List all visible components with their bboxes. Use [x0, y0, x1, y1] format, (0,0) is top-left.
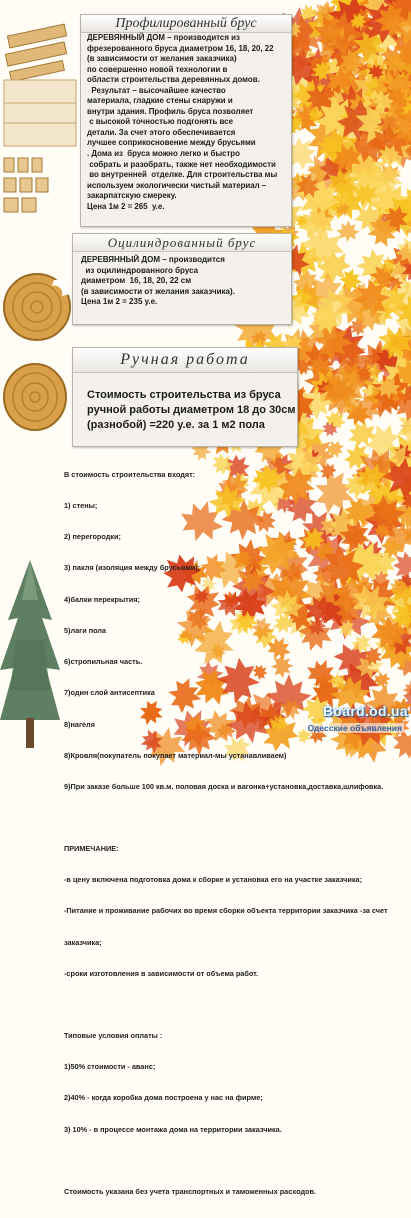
- includes-item: 5)лаги пола: [64, 625, 107, 635]
- watermark: [300, 703, 408, 747]
- watermark-subtitle: Одесские объявления: [307, 723, 402, 733]
- notes-item: -сроки изготовления в зависимости от объема работ.: [64, 968, 259, 978]
- cylindrical-beam-title: Оцилиндрованный брус: [73, 234, 291, 252]
- cylindrical-log-image: [2, 272, 72, 342]
- includes-item: 7)один слой антисептика: [64, 688, 155, 698]
- includes-heading: В стоимость строительства входят:: [64, 469, 196, 479]
- profiled-beam-panel: [80, 14, 292, 227]
- cylindrical-beam-text: ДЕРЕВЯННЫЙ ДОМ – производится из оцилиндрованного бруса диаметром 16, 18, 20, 22 см (в зависимости от желания заказчика). Цена 1м 2 = 235 у.е.: [81, 255, 235, 307]
- handmade-title: Ручная работа: [73, 348, 297, 373]
- handmade-panel: [72, 347, 298, 447]
- includes-item: 9)При заказе больше 100 кв.м. половая доска и вагонка+установка,доставка,шлифовка.: [64, 782, 384, 791]
- notes-item: заказчика;: [64, 937, 102, 947]
- includes-item: 3) пакля (изоляция между брусьями);: [64, 563, 201, 573]
- profiled-beam-text: ДЕРЕВЯННЫЙ ДОМ – производится из фрезерованного бруса диаметром 16, 18, 20, 22 (в зависимости от желания заказчика) по совершенно новой технологии в области строительства деревянных домов. Результат – высочайшее качество материала, гладкие стены снаружи и внутри здания. Профиль бруса позволяет с высокой точностью подгонять все детали. За счет этого обеспечивается лучшее соприкосновение между брусьями . Дома из бруса можно легко и быстро собрать и разобрать, также нет необходимости во внутренней отделке. Для строительства мы используем экологически чистый материал – закарпатскую смереку. Цена 1м 2 = 265 у.е.: [87, 33, 278, 211]
- footnote: Стоимость указана без учета транспортных и таможенных расходов.: [64, 1186, 317, 1196]
- payment-item: 1)50% стоимости - аванс;: [64, 1062, 156, 1072]
- fir-tree-image: [0, 560, 60, 748]
- payment-item: 3) 10% - в процессе монтажа дома на территории заказчика.: [64, 1124, 282, 1134]
- handmade-log-image: [2, 362, 68, 432]
- cylindrical-beam-panel: [72, 233, 292, 325]
- notes-item: -Питание и проживание рабочих во время сборки объекта территории заказчика -за счет: [64, 906, 388, 916]
- maple-leaf-icon: [336, 220, 361, 243]
- notes-item: -в цену включена подготовка дома к сборке и установка его на участке заказчика;: [64, 875, 363, 885]
- lower-info-block: [64, 449, 388, 1218]
- includes-item: 8)нагеля: [64, 719, 95, 729]
- profiled-beam-image: [0, 8, 80, 228]
- includes-item: 2) перегородки;: [64, 532, 121, 542]
- includes-item: 4)балки перекрытия;: [64, 594, 140, 604]
- watermark-logo: Board.od.ua: [323, 703, 408, 719]
- handmade-text: Стоимость строительства из бруса ручной работы диаметром 18 до 30см (разнобой) =220 у.е. за 1 м2 пола: [87, 389, 296, 431]
- profiled-beam-title: Профилированный брус: [81, 15, 291, 33]
- payment-heading: Типовые условия оплаты :: [64, 1030, 163, 1040]
- includes-item: 1) стены;: [64, 501, 98, 511]
- includes-item: 8)Кровля(покупатель покупает материал-мы устанавливаем): [64, 750, 287, 760]
- includes-item: 6)стропильная часть.: [64, 657, 143, 667]
- payment-item: 2)40% - когда коробка дома построена у нас на фирме;: [64, 1093, 263, 1103]
- notes-heading: ПРИМЕЧАНИЕ:: [64, 844, 119, 854]
